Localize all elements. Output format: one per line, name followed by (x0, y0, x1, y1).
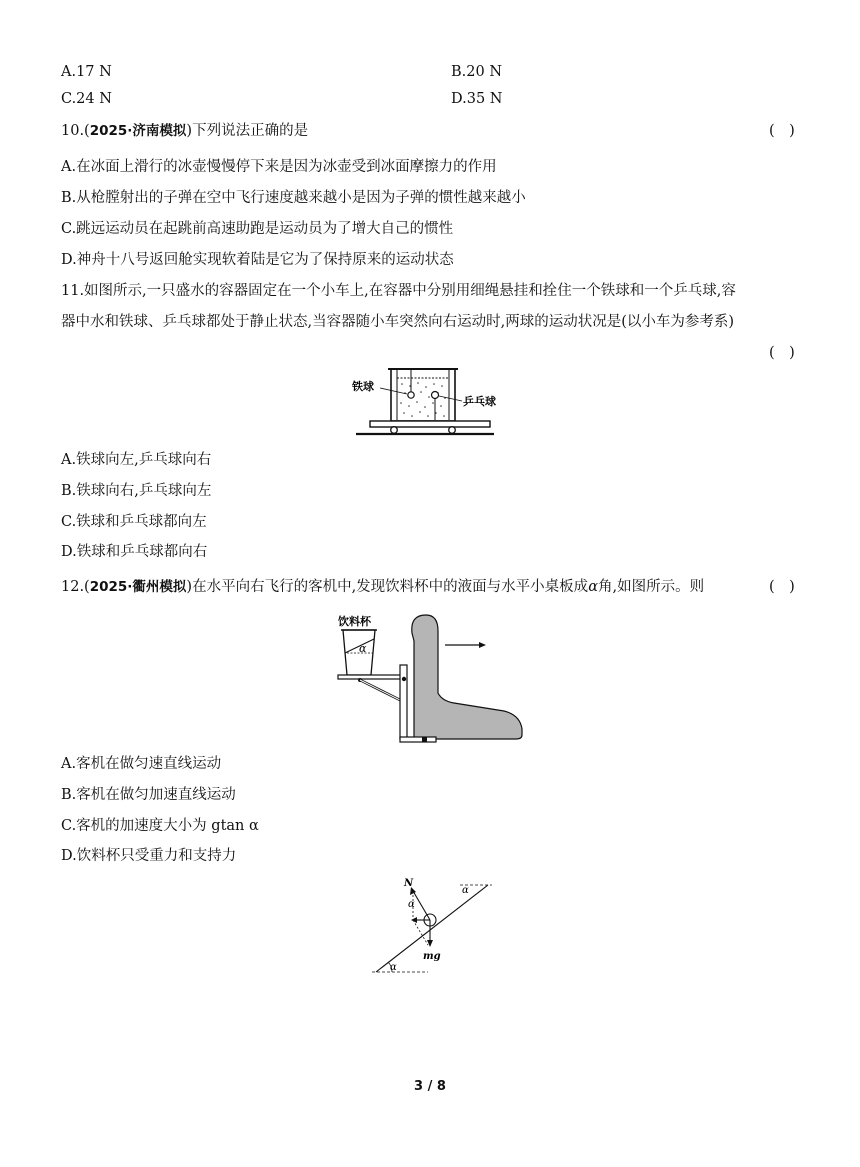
q11-option-c: C.铁球和乒乓球都向左 (61, 514, 207, 530)
q12-option-a: A.客机在做匀速直线运动 (61, 756, 222, 772)
alpha-bottom: α (390, 962, 397, 973)
label-pingpong-ball: 乒乓球 (463, 395, 496, 408)
q9-option-d: D.35 N (451, 91, 503, 107)
q12-option-d: D.饮料杯只受重力和支持力 (61, 848, 237, 864)
q11-option-b: B.铁球向右,乒乓球向左 (61, 483, 212, 499)
q10-number: 10.( (61, 123, 90, 139)
q12-option-c: C.客机的加速度大小为 gtan α (61, 818, 259, 834)
q12-answer-paren: ( ) (769, 579, 795, 595)
cart-wheel-left (391, 427, 398, 434)
q11-option-d: D.铁球和乒乓球都向右 (61, 544, 208, 560)
label-iron-ball: 铁球 (352, 380, 374, 393)
q9-option-b: B.20 N (451, 64, 503, 80)
q11-stem-line2: 器中水和铁球、乒乓球都处于静止状态,当容器随小车突然向右运动时,两球的运动状况是(以小车为参考系) (61, 314, 735, 330)
q10-option-c: C.跳远运动员在起跳前高速助跑是运动员为了增大自己的惯性 (61, 221, 454, 237)
container-outline (391, 369, 455, 421)
seat-frame (400, 665, 407, 739)
q11-cart-figure (350, 366, 510, 440)
iron-ball (408, 392, 414, 398)
q12-alpha: α (588, 579, 598, 595)
q10-stem-text: )下列说法正确的是 (186, 123, 309, 139)
q12-force-diagram (368, 875, 492, 975)
q9-option-c: C.24 N (61, 91, 112, 107)
q10-source: 2025·济南模拟 (89, 123, 187, 139)
cart-body (370, 421, 490, 427)
q12-option-b: B.客机在做匀加速直线运动 (61, 787, 236, 803)
label-N: N (404, 878, 414, 889)
pingpong-ball (432, 392, 439, 399)
alpha-mid: α (408, 899, 415, 910)
label-alpha: α (359, 642, 367, 655)
q12-stem-text-a: )在水平向右飞行的客机中,发现饮料杯中的液面与水平小桌板成 (186, 579, 589, 595)
q11-stem-line1: 11.如图所示,一只盛水的容器固定在一个小车上,在容器中分别用细绳悬挂和拴住一个铁球和一个乒乓球,容 (61, 283, 736, 299)
q10-option-a: A.在冰面上滑行的冰壶慢慢停下来是因为冰壶受到冰面摩擦力的作用 (61, 159, 497, 175)
q11-answer-paren: ( ) (769, 345, 795, 361)
q12-stem-text-b: 角,如图所示。则 (597, 579, 705, 595)
q10-option-b: B.从枪膛射出的子弹在空中飞行速度越来越小是因为子弹的惯性越来越小 (61, 190, 526, 206)
page-number: 3 / 8 (414, 1079, 446, 1094)
tray-table (338, 675, 404, 679)
cart-wheel-right (449, 427, 456, 434)
q10-answer-paren: ( ) (769, 123, 795, 139)
q10-option-d: D.神舟十八号返回舱实现软着陆是它为了保持原来的运动状态 (61, 252, 454, 268)
q11-option-a: A.铁球向左,乒乓球向右 (61, 452, 212, 468)
q12-source: 2025·衢州模拟 (89, 579, 187, 595)
q10-stem (61, 121, 308, 141)
seat (412, 615, 522, 739)
label-cup: 饮料杯 (338, 615, 371, 628)
alpha-top: α (462, 885, 469, 896)
q12-number: 12.( (61, 579, 90, 595)
q12-airplane-seat-figure (334, 611, 530, 745)
water-dots (400, 382, 446, 417)
label-mg: mg (423, 951, 441, 962)
q12-stem (61, 577, 704, 597)
q9-option-a: A.17 N (61, 64, 112, 80)
